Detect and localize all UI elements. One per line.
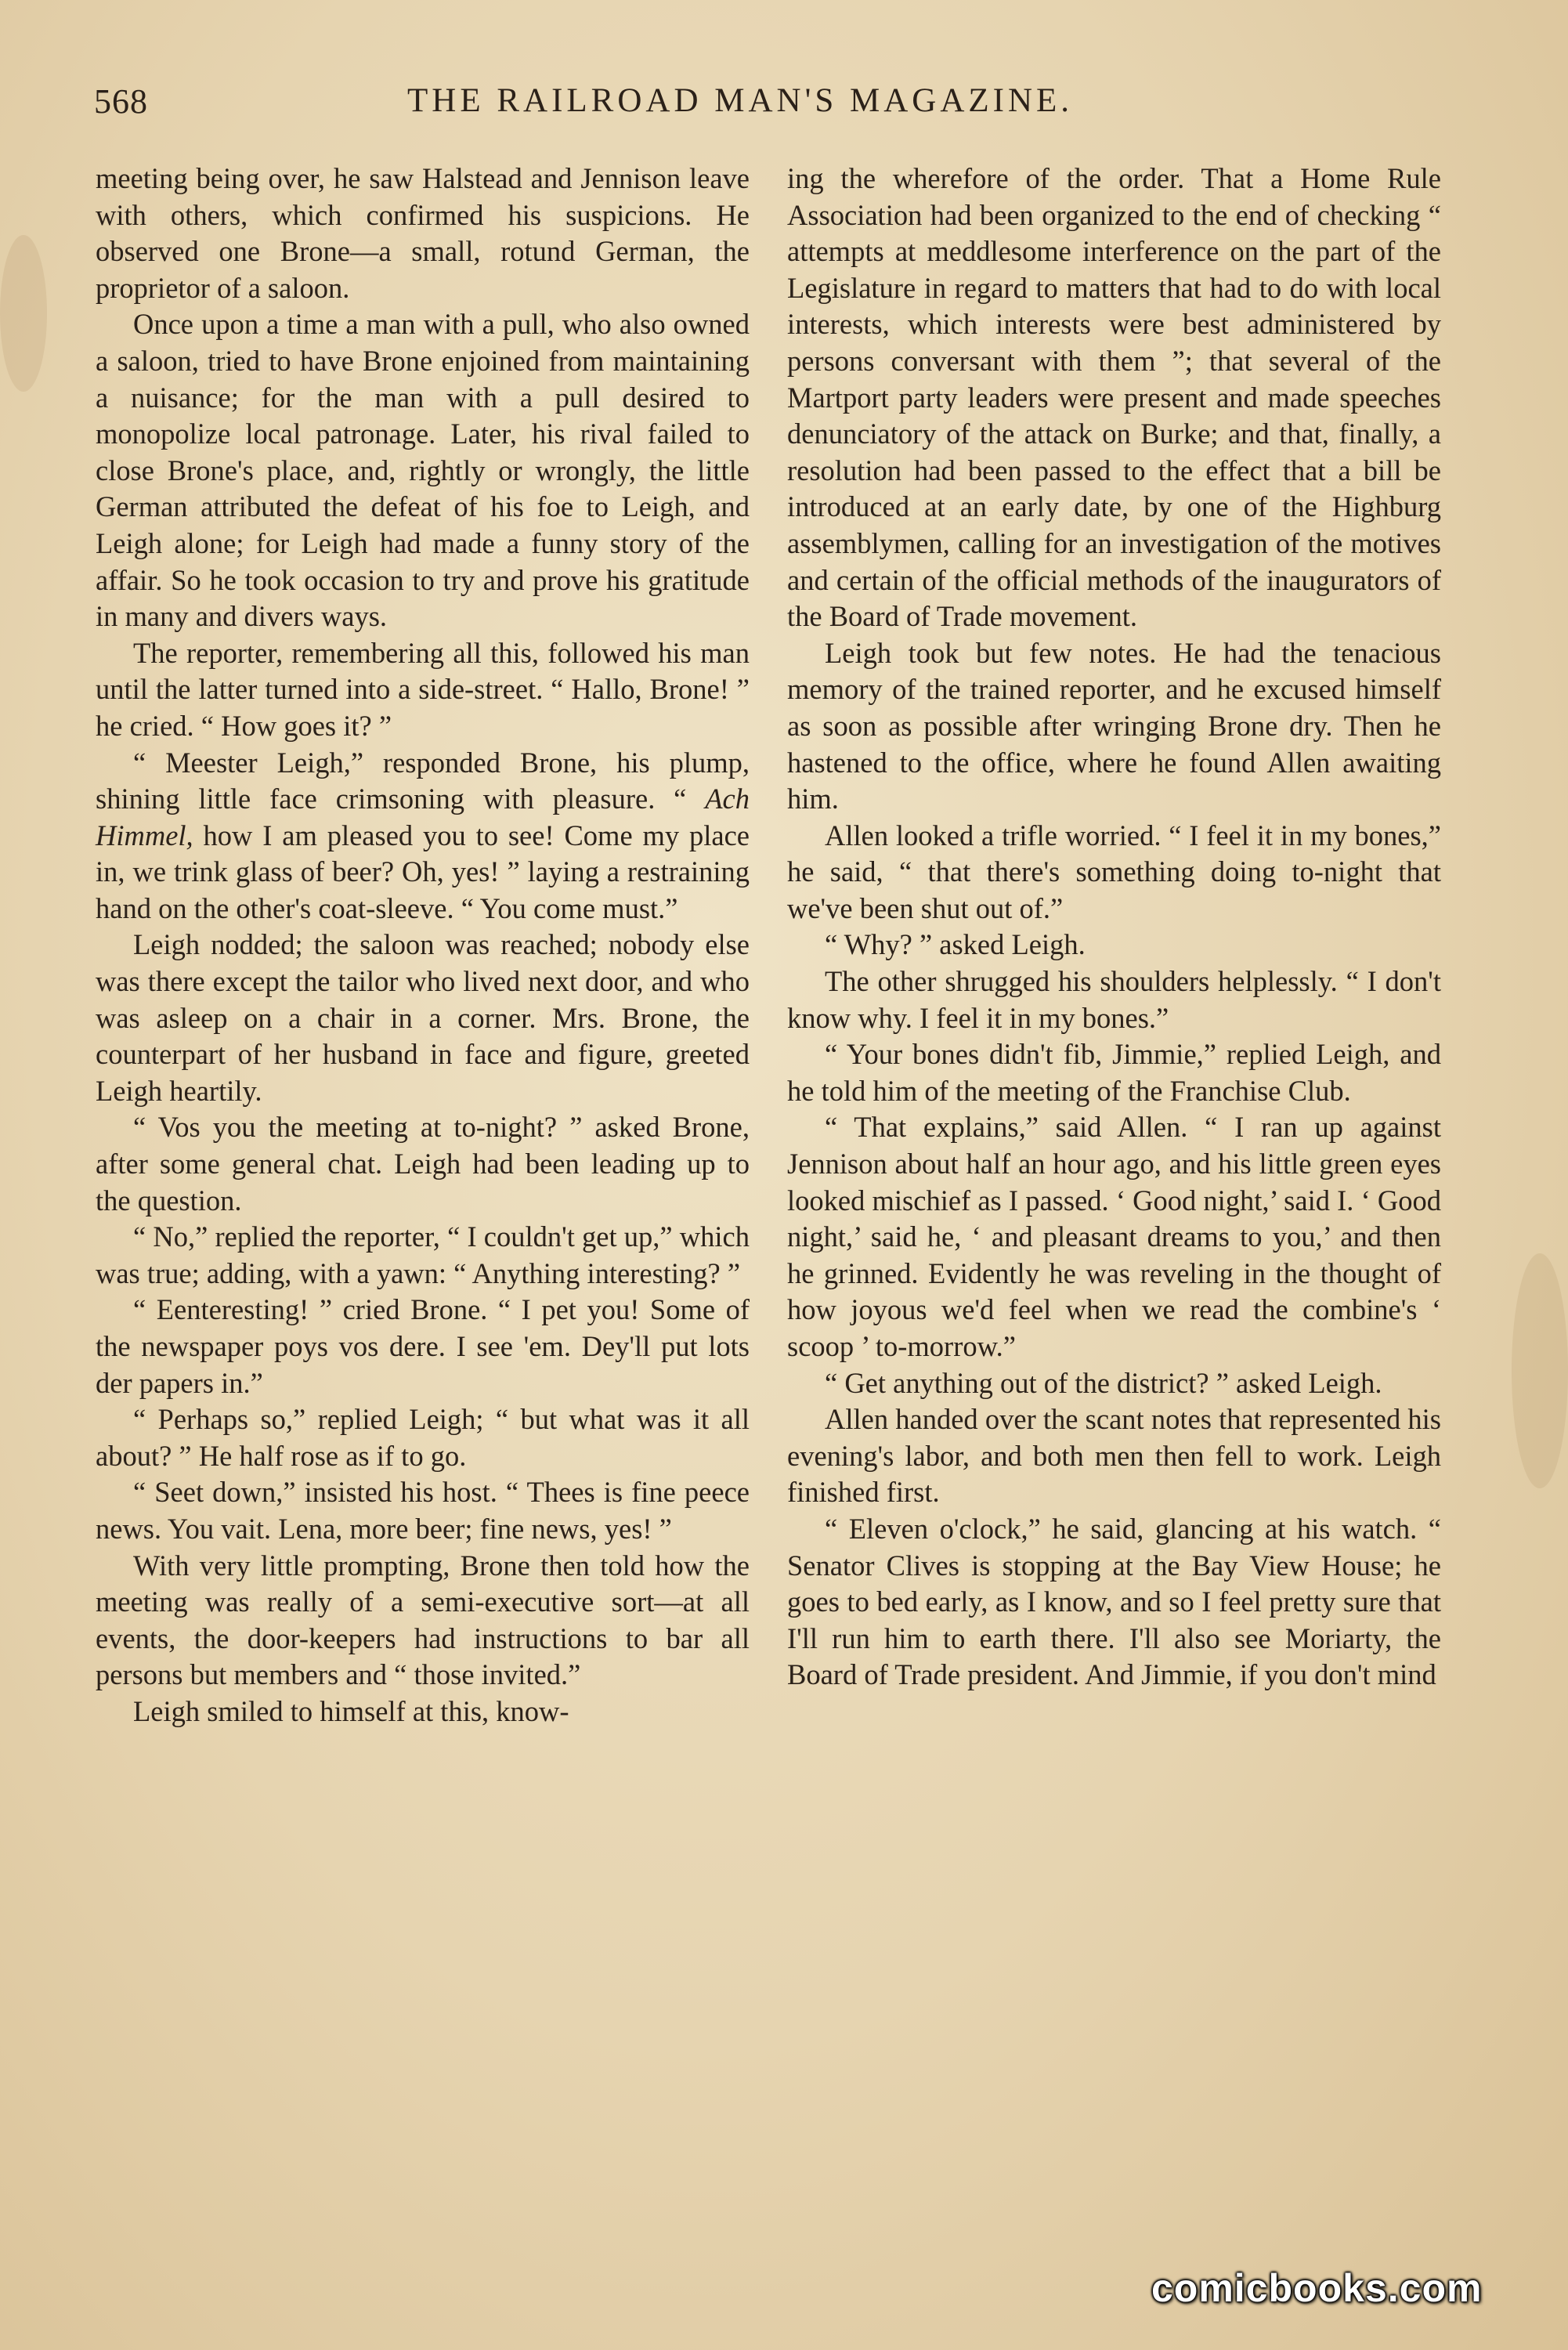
- text-run: “ Meester Leigh,” responded Brone, his plump, shining little face crimsoning with pleasure. “: [96, 746, 750, 815]
- text-run: how I am pleased you to see! Come my place in, we trink glass of beer? Oh, yes! ” laying a restraining hand on the other's coat-sleeve. “ You come must.”: [96, 819, 750, 924]
- paragraph: “ Eenteresting! ” cried Brone. “ I pet you! Some of the newspaper poys vos dere. I see 'em. Dey'll put lots der papers in.”: [96, 1293, 750, 1399]
- paragraph: ing the wherefore of the order. That a Home Rule Association had been organized to the end of checking “ attempts at meddlesome interference on the part of the Legislature in regard to matters that had to do with local interests, which interests were best administered by persons conversant with them ”; that several of the Martport party leaders were present and made speeches denunciatory of the attack on Burke; and that, finally, a resolution had been passed to the effect that a bill be introduced at an early date, by one of the Highburg assemblymen, calling for an investigation of the motives and certain of the official methods of the inaugurators of the Board of Trade movement.: [787, 162, 1441, 633]
- paragraph: Leigh nodded; the saloon was reached; nobody else was there except the tailor who lived next door, and who was asleep on a chair in a corner. Mrs. Brone, the counterpart of her husband in face and figure, greeted Leigh heartily.: [96, 928, 750, 1107]
- paragraph: “ Perhaps so,” replied Leigh; “ but what was it all about? ” He half rose as if to go.: [96, 1403, 750, 1472]
- paragraph: “ Vos you the meeting at to-night? ” asked Brone, after some general chat. Leigh had been leading up to the question.: [96, 1111, 750, 1217]
- paragraph: “ No,” replied the reporter, “ I couldn't get up,” which was true; adding, with a yawn: “ Anything interesting? ”: [96, 1220, 750, 1289]
- paragraph: Leigh took but few notes. He had the tenacious memory of the trained reporter, and he excused himself as soon as possible after wringing Brone dry. Then he hastened to the office, where he found Allen awaiting him.: [787, 636, 1441, 815]
- paragraph: Allen handed over the scant notes that represented his evening's labor, and both men then fell to work. Leigh finished first.: [787, 1403, 1441, 1509]
- paper-stain: [0, 235, 47, 392]
- paper-stain: [1512, 1253, 1568, 1488]
- paragraph: Once upon a time a man with a pull, who also owned a saloon, tried to have Brone enjoined from maintaining a nuisance; for the man with a pull desired to monopolize local patronage. Later, his rival failed to close Brone's place, and, rightly or wrongly, the little German attributed the defeat of his foe to Leigh, and Leigh alone; for Leigh had made a funny story of the affair. So he took occasion to try and prove his gratitude in many and divers ways.: [96, 308, 750, 633]
- paragraph: The other shrugged his shoulders helplessly. “ I don't know why. I feel it in my bones.”: [787, 965, 1441, 1034]
- running-title: THE RAILROAD MAN'S MAGAZINE.: [407, 82, 1074, 119]
- paragraph: [96, 745, 750, 927]
- paragraph: Leigh smiled to himself at this, know-: [133, 1694, 569, 1727]
- paragraph: meeting being over, he saw Halstead and Jennison leave with others, which confirmed his suspicions. He observed one Brone—a small, rotund German, the proprietor of a saloon.: [96, 162, 750, 304]
- paragraph: The reporter, remembering all this, followed his man until the latter turned into a side-street. “ Hallo, Brone! ” he cried. “ How goes it? ”: [96, 636, 750, 742]
- page-header: [94, 81, 1457, 136]
- right-column: [787, 161, 1441, 1694]
- page-number: 568: [94, 82, 148, 121]
- paragraph: “ Get anything out of the district? ” asked Leigh.: [825, 1366, 1382, 1399]
- paragraph: “ Seet down,” insisted his host. “ Thees is fine peece news. You vait. Lena, more beer; fine news, yes! ”: [96, 1476, 750, 1545]
- italic-phrase: Ach Himmel,: [96, 783, 750, 851]
- left-column: [96, 161, 750, 1730]
- paragraph: With very little prompting, Brone then told how the meeting was really of a semi-executive sort—at all events, the door-keepers had instructions to bar all persons but members and “ those invited.”: [96, 1549, 750, 1691]
- paragraph: Allen looked a trifle worried. “ I feel it in my bones,” he said, “ that there's something doing to-night that we've been shut out of.”: [787, 819, 1441, 924]
- paragraph: “ Why? ” asked Leigh.: [825, 928, 1086, 961]
- watermark: comicbooks.com: [1151, 2266, 1483, 2310]
- paragraph: “ That explains,” said Allen. “ I ran up against Jennison about half an hour ago, and his little green eyes looked mischief as I passed. ‘ Good night,’ said I. ‘ Good night,’ said he, ‘ and pleasant dreams to you,’ and then he grinned. Evidently he was reveling in the thought of how joyous we'd feel when we read the combine's ‘ scoop ’ to-morrow.”: [787, 1111, 1441, 1362]
- paragraph: “ Eleven o'clock,” he said, glancing at his watch. “ Senator Clives is stopping at the Bay View House; he goes to bed early, as I know, and so I feel pretty sure that I'll run him to earth there. I'll also see Moriarty, the Board of Trade president. And Jimmie, if you don't mind: [787, 1512, 1441, 1691]
- paragraph: “ Your bones didn't fib, Jimmie,” replied Leigh, and he told him of the meeting of the Franchise Club.: [787, 1038, 1441, 1107]
